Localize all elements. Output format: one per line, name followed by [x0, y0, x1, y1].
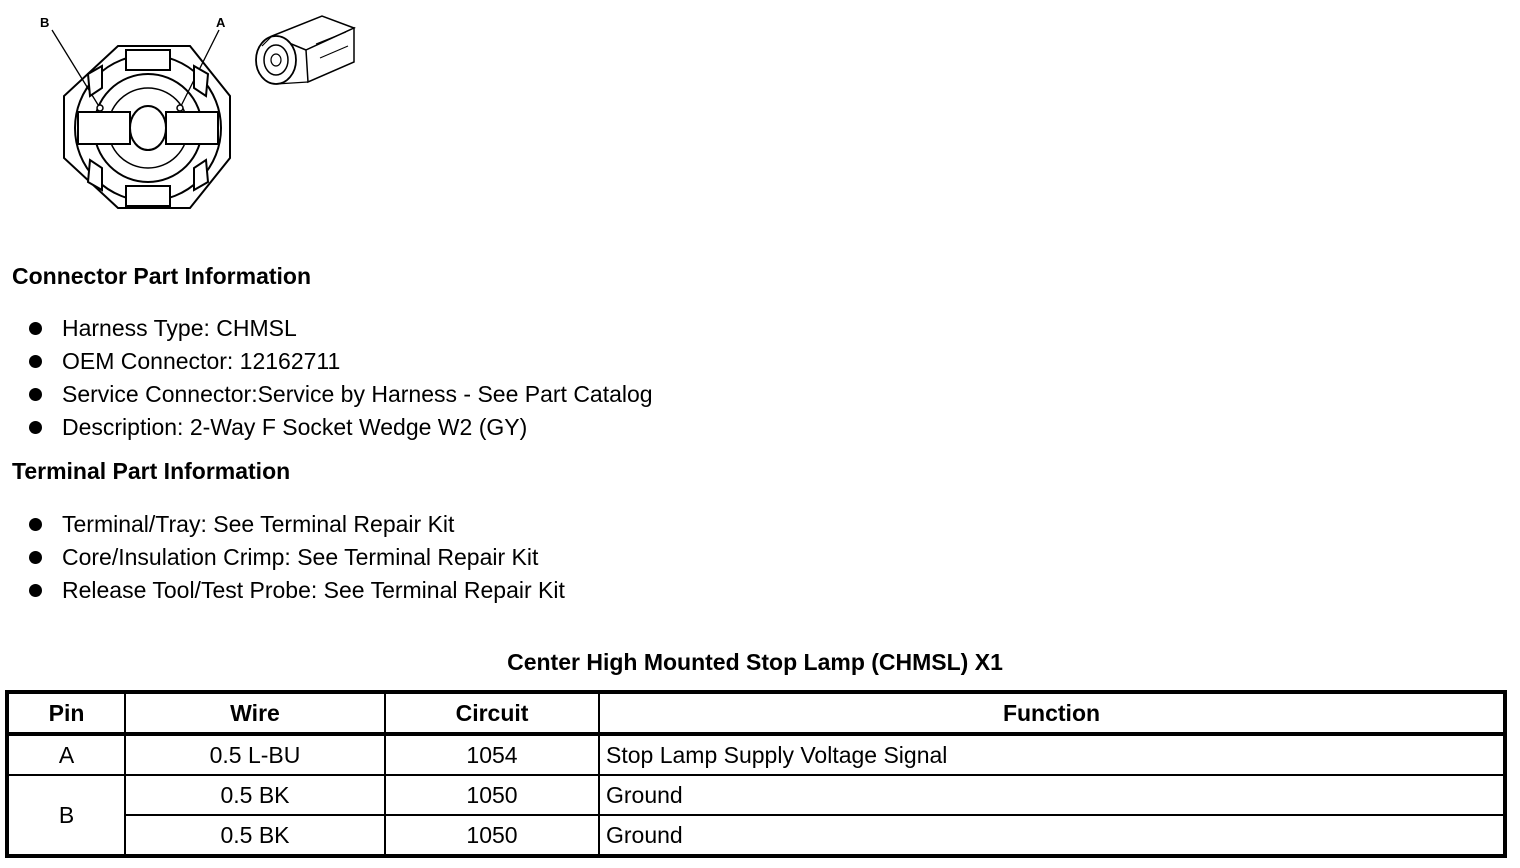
- bullet-icon: [29, 421, 42, 434]
- list-item: [0, 380, 653, 413]
- list-item: [0, 510, 565, 543]
- cell-wire: 0.5 BK: [125, 815, 385, 856]
- cell-function: Stop Lamp Supply Voltage Signal: [599, 734, 1505, 775]
- terminal-info-tray: Terminal/Tray: See Terminal Repair Kit: [62, 511, 455, 537]
- table-row: [7, 775, 1505, 815]
- list-item: [0, 347, 653, 380]
- connector-drawing: [30, 8, 370, 218]
- table-row: [7, 815, 1505, 856]
- cell-wire: 0.5 BK: [125, 775, 385, 815]
- terminal-info-release-tool: Release Tool/Test Probe: See Terminal Repair Kit: [62, 577, 565, 603]
- cell-circuit: 1054: [385, 734, 599, 775]
- bullet-icon: [29, 584, 42, 597]
- bullet-icon: [29, 388, 42, 401]
- connector-illustration: [30, 8, 370, 218]
- header-wire: Wire: [125, 692, 385, 734]
- table-header-row: [7, 692, 1505, 734]
- list-item: [0, 314, 653, 347]
- connector-info-oem-connector: OEM Connector: 12162711: [62, 348, 341, 374]
- connector-info-description: Description: 2-Way F Socket Wedge W2 (GY): [62, 414, 528, 440]
- header-circuit: Circuit: [385, 692, 599, 734]
- list-item: [0, 576, 565, 609]
- connector-info-list: [0, 314, 653, 446]
- connector-info-service-connector: Service Connector:Service by Harness - See Part Catalog: [62, 381, 653, 407]
- pin-label-b: B: [40, 15, 50, 30]
- cell-pin: B: [7, 775, 125, 856]
- table-row: [7, 734, 1505, 775]
- list-item: [0, 413, 653, 446]
- bullet-icon: [29, 551, 42, 564]
- bullet-icon: [29, 518, 42, 531]
- pin-table: [5, 690, 1507, 858]
- connector-side-view: [256, 16, 354, 84]
- cell-function: Ground: [599, 775, 1505, 815]
- terminal-info-list: [0, 510, 565, 609]
- terminal-info-crimp: Core/Insulation Crimp: See Terminal Repair Kit: [62, 544, 539, 570]
- bullet-icon: [29, 355, 42, 368]
- cell-wire: 0.5 L-BU: [125, 734, 385, 775]
- cell-circuit: 1050: [385, 815, 599, 856]
- cell-circuit: 1050: [385, 775, 599, 815]
- connector-section-title: Connector Part Information: [12, 263, 312, 289]
- cell-pin: A: [7, 734, 125, 775]
- bullet-icon: [29, 322, 42, 335]
- terminal-section-title: Terminal Part Information: [12, 458, 291, 484]
- header-function: Function: [599, 692, 1505, 734]
- cell-function: Ground: [599, 815, 1505, 856]
- list-item: [0, 543, 565, 576]
- pin-table-title: Center High Mounted Stop Lamp (CHMSL) X1: [507, 649, 1003, 675]
- pin-label-a: A: [216, 15, 226, 30]
- connector-info-harness-type: Harness Type: CHMSL: [62, 315, 297, 341]
- header-pin: Pin: [7, 692, 125, 734]
